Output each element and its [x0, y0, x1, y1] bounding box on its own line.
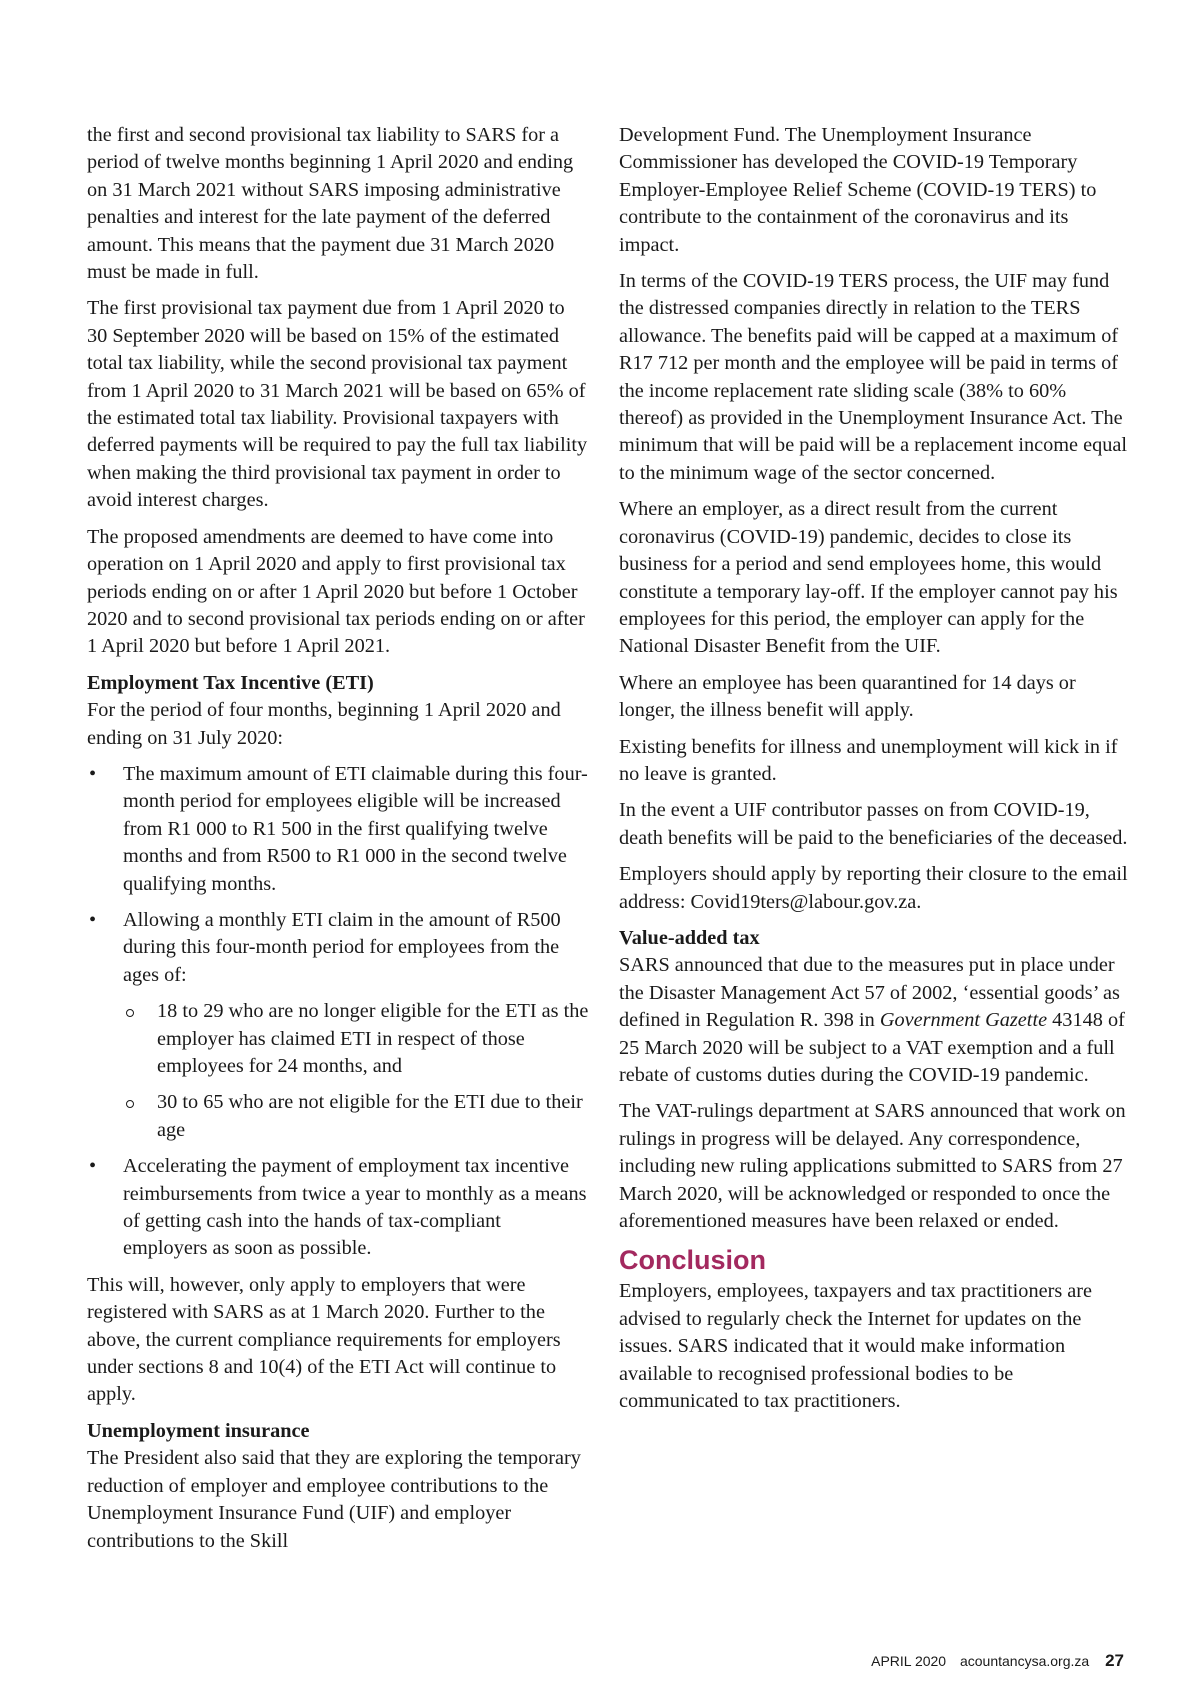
page-number: 27	[1105, 1651, 1124, 1670]
list-item	[87, 907, 589, 1144]
text-run: 43148 of 25 March 2020 will be subject to a VAT exemption and a full rebate of customs duties during the COVID-19 pandemic.	[619, 1009, 1125, 1086]
paragraph: Where an employer, as a direct result from the current coronavirus (COVID-19) pandemic, decides to close its business for a period and send employees home, this would constitute a temporary lay-off. If the employer cannot pay his employees for this period, the employer can apply for the National Disaster Benefit from the UIF.	[619, 498, 1118, 658]
text-run: SARS announced that due to the measures put in place under the Disaster Management Act 57 of 2002, ‘essential goods’ as defined in Regulation R. 398 in	[619, 954, 1120, 1032]
paragraph: The VAT-rulings department at SARS announced that work on rulings in progress will be delayed. Any correspondence, including new ruling applications submitted to SARS from 27 March 2020, will be acknowledged or responded to once the aforementioned measures have been relaxed or ended.	[619, 1100, 1126, 1233]
page-footer	[861, 1651, 1124, 1671]
paragraph: Employers should apply by reporting their closure to the email address: Covid19ters@labour.gov.za.	[619, 863, 1128, 913]
section-heading-eti: Employment Tax Incentive (ETI)	[87, 671, 374, 694]
list-item: • Accelerating the payment of employment tax incentive reimbursements from twice a year to monthly as a means of getting cash into the hands of tax-compliant employers as soon as possible.	[87, 1153, 589, 1263]
list-item-text: Allowing a monthly ETI claim in the amount of R500 during this four-month period for employees from the ages of:	[123, 908, 561, 986]
paragraph: In terms of the COVID-19 TERS process, the UIF may fund the distressed companies directly in relation to the TERS allowance. The benefits paid will be capped at a maximum of R17 712 per month and the employee will be paid in terms of the income replacement rate sliding scale (38% to 60% thereof) as provided in the Unemployment Insurance Act. The minimum that will be paid will be a replacement income equal to the minimum wage of the sector concerned.	[619, 270, 1128, 484]
sub-list	[123, 998, 589, 1144]
paragraph: The President also said that they are exploring the temporary reduction of employer and employee contributions to the Unemployment Insurance Fund (UIF) and employer contributions to the Skill	[87, 1447, 581, 1552]
paragraph: Development Fund. The Unemployment Insurance Commissioner has developed the COVID-19 Temporary Employer-Employee Relief Scheme (COVID-19 TERS) to contribute to the containment of the coronavirus and its impact.	[619, 124, 1097, 256]
paragraph: Existing benefits for illness and unemployment will kick in if no leave is granted.	[619, 735, 1118, 785]
sub-list-item: 18 to 29 who are no longer eligible for the ETI as the employer has claimed ETI in respect of those employees for 24 months, and	[123, 998, 589, 1080]
sub-list-item: 30 to 65 who are not eligible for the ETI due to their age	[123, 1089, 589, 1144]
footer-website: acountancysa.org.za	[959, 1653, 1090, 1669]
paragraph: In the event a UIF contributor passes on from COVID-19, death benefits will be paid to the beneficiaries of the deceased.	[619, 799, 1128, 849]
footer-issue: APRIL 2020	[871, 1653, 947, 1669]
paragraph: For the period of four months, beginning 1 April 2020 and ending on 31 July 2020:	[87, 699, 561, 749]
paragraph-vat	[619, 952, 1131, 1089]
conclusion-heading: Conclusion	[619, 1245, 766, 1276]
list-item: • The maximum amount of ETI claimable during this four-month period for employees eligible will be increased from R1 000 to R1 500 in the first qualifying twelve months and from R500 to R1 000 in the second twelve qualifying months.	[87, 761, 589, 898]
paragraph: The first provisional tax payment due from 1 April 2020 to 30 September 2020 will be based on 15% of the estimated total tax liability, while the second provisional tax payment from 1 April 2020 to 31 March 2021 will be based on 65% of the estimated total tax liability. Provisional taxpayers with deferred payments will be required to pay the full tax liability when making the third provisional tax payment in order to avoid interest charges.	[87, 297, 588, 512]
left-column	[87, 122, 589, 1555]
paragraph: the first and second provisional tax liability to SARS for a period of twelve months beginning 1 April 2020 and ending on 31 March 2021 without SARS imposing administrative penalties and interest for the late payment of the deferred amount. This means that the payment due 31 March 2020 must be made in full.	[87, 124, 574, 284]
gazette-title: Government Gazette	[879, 1009, 1048, 1032]
paragraph: This will, however, only apply to employers that were registered with SARS as at 1 March 2020. Further to the above, the current compliance requirements for employers under sections 8 and 10(4) of the ETI Act will continue to apply.	[87, 1273, 561, 1406]
bullet-list	[87, 761, 589, 1263]
paragraph: Where an employee has been quarantined for 14 days or longer, the illness benefit will apply.	[619, 671, 1076, 722]
section-heading-vat: Value-added tax	[619, 926, 760, 949]
paragraph: The proposed amendments are deemed to have come into operation on 1 April 2020 and apply to first provisional tax periods ending on or after 1 April 2020 but before 1 October 2020 and to second provisional tax periods ending on or after 1 April 2020 but before 1 April 2021.	[87, 525, 585, 658]
paragraph: Employers, employees, taxpayers and tax practitioners are advised to regularly check the Internet for updates on the issues. SARS indicated that it would make information available to recognised professional bodies to be communicated to tax practitioners.	[619, 1280, 1093, 1413]
section-heading-unemployment-insurance: Unemployment insurance	[87, 1419, 310, 1442]
right-column	[619, 122, 1131, 1415]
